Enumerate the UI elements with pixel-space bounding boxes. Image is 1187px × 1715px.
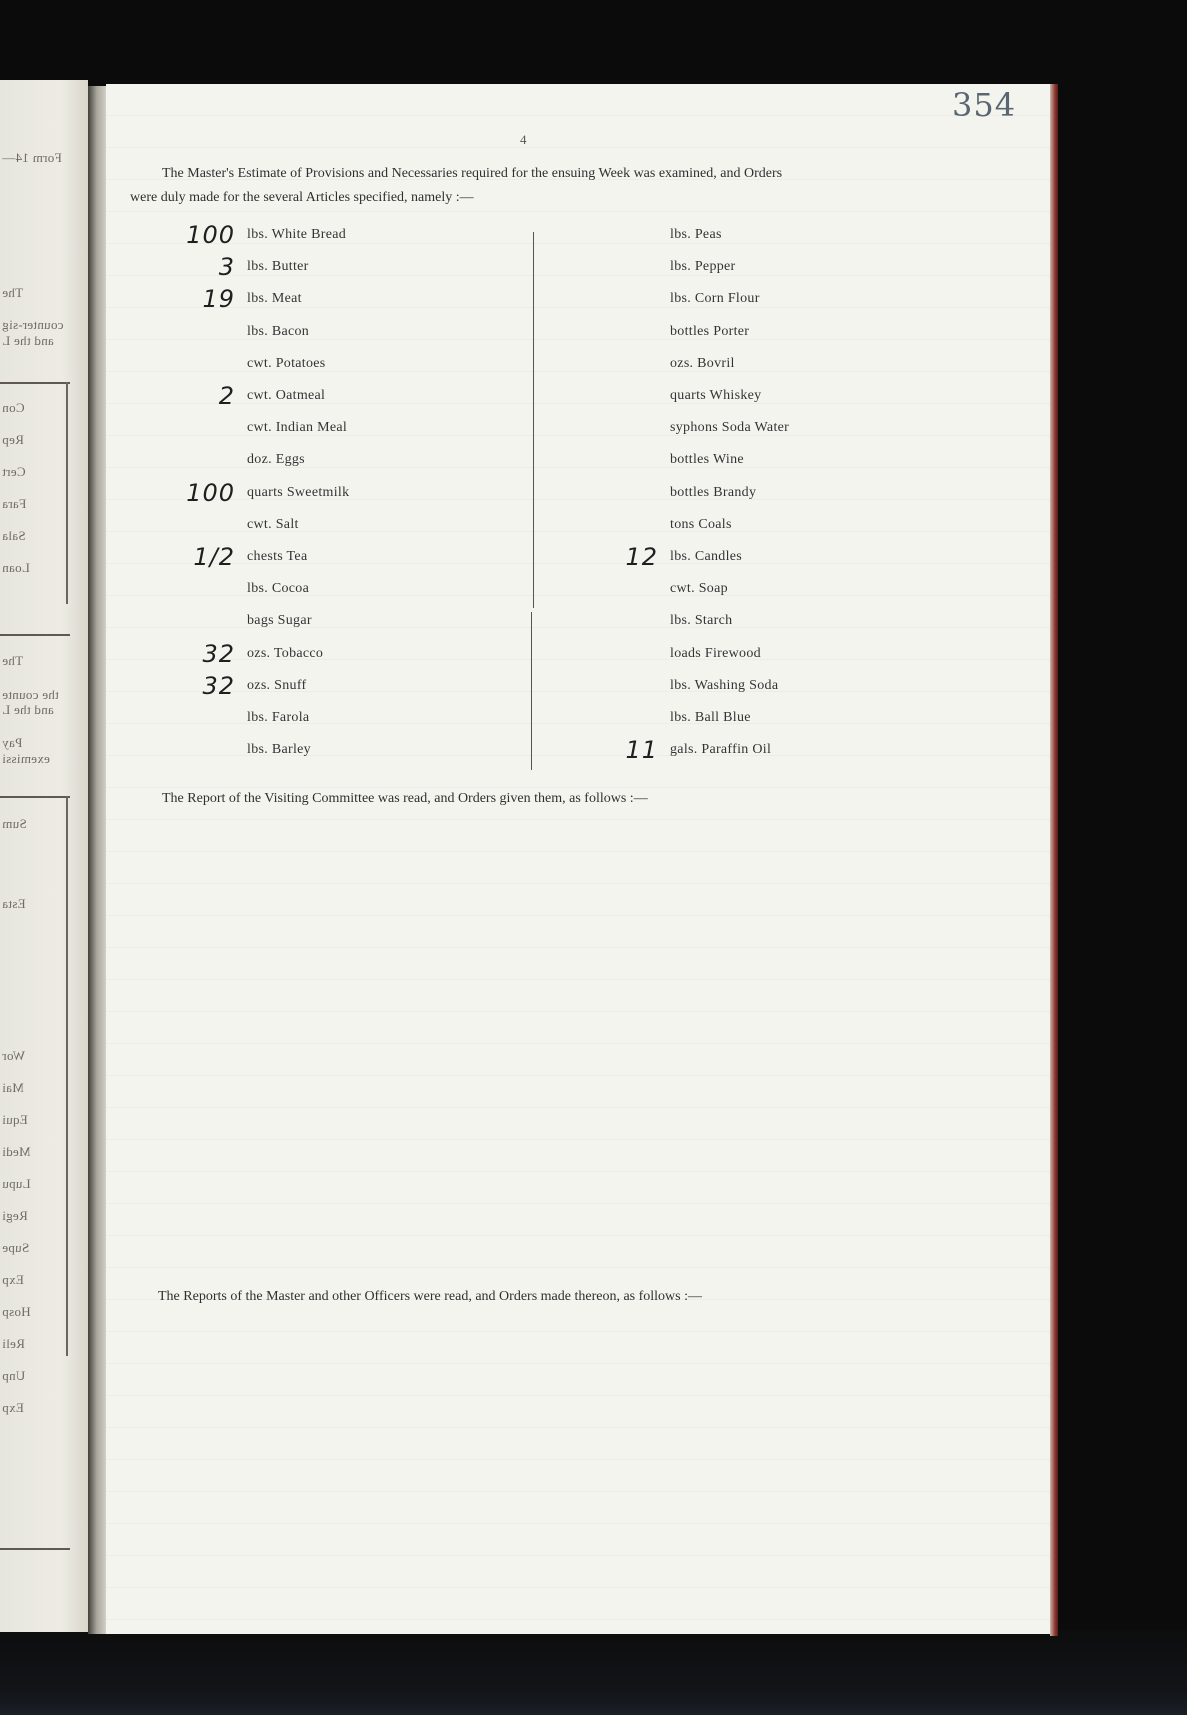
- provision-label: cwt. Oatmeal: [247, 388, 326, 403]
- provision-row: [570, 674, 778, 698]
- provision-label: lbs. Farola: [247, 710, 310, 725]
- provision-label: ozs. Bovril: [670, 356, 735, 371]
- provision-row: [160, 223, 346, 247]
- folio-number: 354: [952, 86, 1017, 124]
- ledger-page: [106, 84, 1054, 1634]
- facing-text: Fara: [2, 496, 27, 511]
- facing-text: Rep: [2, 432, 24, 447]
- facing-text: Form 14—: [2, 150, 62, 165]
- provision-row: [570, 352, 735, 376]
- facing-text: Wor: [2, 1048, 25, 1063]
- facing-text: Mai: [2, 1080, 24, 1095]
- facing-text: The: [2, 653, 24, 668]
- facing-text: Hosp: [2, 1304, 31, 1319]
- provision-row: [160, 287, 302, 311]
- facing-rule: [0, 382, 70, 384]
- handwritten-quantity: 1/2: [193, 543, 235, 571]
- facing-text: counter-sig: [2, 317, 64, 332]
- facing-text: exemissi: [2, 751, 50, 766]
- facing-text: Reli: [2, 1336, 25, 1351]
- provision-label: lbs. Washing Soda: [670, 678, 779, 693]
- page-edge: [1050, 84, 1058, 1636]
- provision-label: quarts Sweetmilk: [247, 485, 350, 500]
- handwritten-quantity: 32: [202, 640, 235, 668]
- provision-row: [570, 513, 732, 537]
- facing-rule: [0, 1548, 70, 1550]
- provision-row: [160, 738, 311, 762]
- provision-row: [570, 706, 751, 730]
- handwritten-quantity: 12: [625, 543, 658, 571]
- facing-text: Equi: [2, 1112, 28, 1127]
- facing-text: Loan: [2, 560, 30, 575]
- provision-row: [570, 609, 732, 633]
- intro-line: The Master's Estimate of Provisions and Necessaries required for the ensuing Week was examined, and Orders: [162, 166, 783, 181]
- handwritten-quantity: 19: [202, 285, 235, 313]
- provision-label: cwt. Indian Meal: [247, 420, 348, 435]
- provision-label: quarts Whiskey: [670, 388, 762, 403]
- provision-label: lbs. Candles: [670, 549, 743, 564]
- provision-label: bags Sugar: [247, 613, 312, 628]
- provision-row: [160, 577, 309, 601]
- provision-label: lbs. Peas: [670, 227, 722, 242]
- handwritten-quantity: 32: [202, 672, 235, 700]
- provision-label: chests Tea: [247, 549, 308, 564]
- facing-text: Medi: [2, 1144, 31, 1159]
- facing-text: Unp: [2, 1368, 26, 1383]
- officers-reports-heading: The Reports of the Master and other Officers were read, and Orders made thereon, as follows :—: [158, 1289, 702, 1304]
- intro-line: were duly made for the several Articles specified, namely :—: [130, 190, 474, 205]
- facing-text: Esta: [2, 896, 26, 911]
- provision-row: [570, 642, 761, 666]
- provision-label: lbs. Corn Flour: [670, 291, 760, 306]
- provision-label: gals. Paraffin Oil: [670, 742, 772, 757]
- facing-rule: [66, 796, 68, 1356]
- facing-rule: [0, 796, 70, 798]
- provision-label: cwt. Potatoes: [247, 356, 326, 371]
- provision-label: tons Coals: [670, 517, 732, 532]
- facing-text: The: [2, 285, 24, 300]
- provision-row: [570, 255, 736, 279]
- provision-label: lbs. Pepper: [670, 259, 736, 274]
- facing-text: Cert: [2, 464, 26, 479]
- provision-label: syphons Soda Water: [670, 420, 790, 435]
- provision-row: [160, 481, 349, 505]
- page-number: 4: [520, 132, 527, 147]
- provision-label: bottles Porter: [670, 324, 750, 339]
- provision-label: bottles Wine: [670, 452, 744, 467]
- provision-row: [570, 223, 722, 247]
- provision-row: [160, 674, 307, 698]
- handwritten-quantity: 3: [218, 253, 235, 281]
- provision-row: [570, 416, 789, 440]
- provision-label: bottles Brandy: [670, 485, 757, 500]
- provision-row: [160, 642, 323, 666]
- facing-text: Lupu: [2, 1176, 31, 1191]
- provision-row: [160, 609, 312, 633]
- handwritten-quantity: 100: [186, 221, 235, 249]
- provision-row: [160, 416, 347, 440]
- facing-text: Sum: [2, 816, 27, 831]
- provision-row: [570, 287, 760, 311]
- provision-row: [160, 706, 309, 730]
- desk-shadow: [0, 1630, 1187, 1715]
- provision-row: [570, 384, 761, 408]
- provision-row: [160, 513, 299, 537]
- provision-label: lbs. Starch: [670, 613, 733, 628]
- handwritten-quantity: 100: [186, 479, 235, 507]
- facing-text: and the L: [2, 333, 54, 348]
- provision-row: [160, 384, 325, 408]
- facing-text: Regi: [2, 1208, 28, 1223]
- facing-rule: [0, 634, 70, 636]
- provision-label: lbs. Barley: [247, 742, 311, 757]
- provision-label: cwt. Salt: [247, 517, 299, 532]
- facing-text: and the L: [2, 702, 54, 717]
- provision-row: [570, 577, 728, 601]
- provision-label: lbs. Meat: [247, 291, 302, 306]
- column-divider: [533, 232, 534, 608]
- facing-text: the counte: [2, 687, 59, 702]
- provision-label: cwt. Soap: [670, 581, 728, 596]
- provision-row: [160, 448, 305, 472]
- handwritten-quantity: 2: [218, 382, 235, 410]
- provision-row: [160, 320, 309, 344]
- provision-row: [160, 352, 326, 376]
- facing-text: Exp: [2, 1272, 24, 1287]
- facing-text: Exp: [2, 1400, 24, 1415]
- facing-page: [0, 80, 88, 1632]
- provision-row: [570, 481, 756, 505]
- facing-text: Supe: [2, 1240, 30, 1255]
- provision-label: lbs. Ball Blue: [670, 710, 751, 725]
- column-divider: [531, 612, 532, 770]
- provision-row: [570, 738, 771, 762]
- provision-row: [160, 255, 309, 279]
- handwritten-quantity: 11: [625, 736, 658, 764]
- provision-label: ozs. Snuff: [247, 678, 307, 693]
- provision-label: lbs. White Bread: [247, 227, 347, 242]
- provision-row: [160, 545, 307, 569]
- provision-row: [570, 320, 749, 344]
- facing-text: Pay: [2, 735, 23, 750]
- visiting-committee-heading: The Report of the Visiting Committee was read, and Orders given them, as follows :—: [162, 791, 648, 806]
- facing-rule: [66, 382, 68, 604]
- provision-label: ozs. Tobacco: [247, 646, 324, 661]
- provision-label: lbs. Cocoa: [247, 581, 310, 596]
- provision-row: [570, 545, 742, 569]
- facing-text: Con: [2, 400, 25, 415]
- provision-label: doz. Eggs: [247, 452, 305, 467]
- provision-row: [570, 448, 744, 472]
- facing-text: Sala: [2, 528, 26, 543]
- provision-label: lbs. Bacon: [247, 324, 310, 339]
- provision-label: lbs. Butter: [247, 259, 309, 274]
- provision-label: loads Firewood: [670, 646, 761, 661]
